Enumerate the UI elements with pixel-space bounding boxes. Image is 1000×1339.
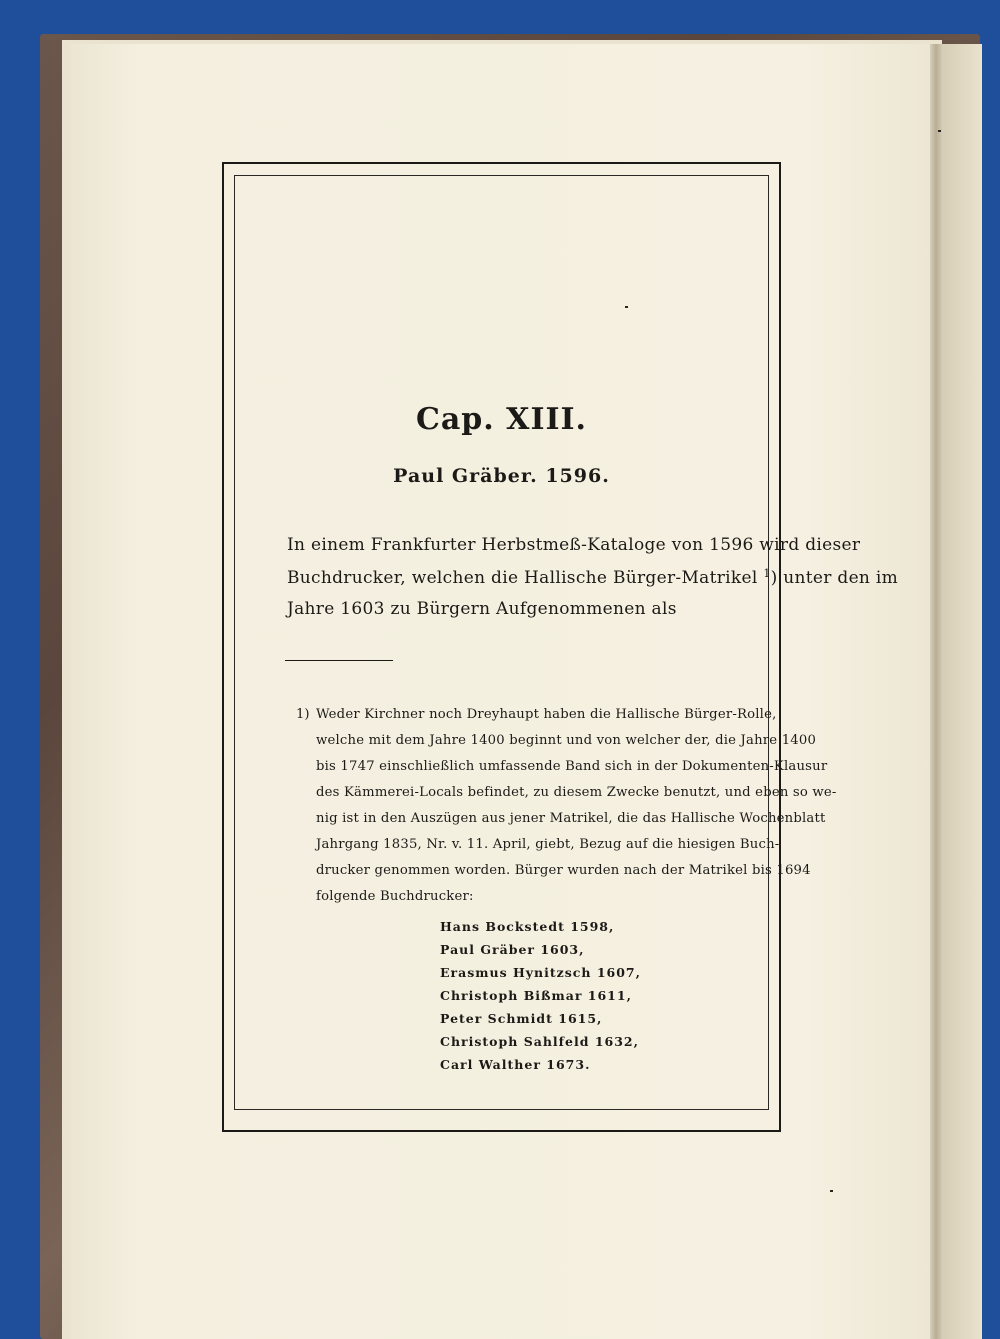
footnote-line: folgende Buchdrucker: xyxy=(316,889,474,904)
printer-list-item: Christoph Sahlfeld 1632, xyxy=(440,1034,639,1049)
body-line-2-tail: ) unter den im xyxy=(770,568,899,588)
footnote-reference: 1 xyxy=(763,567,771,580)
facing-page-edge xyxy=(942,44,982,1339)
body-line-1: In einem Frankfurter Herbstmeß-Kataloge von 1596 wird dieser xyxy=(287,535,861,555)
body-line-2 xyxy=(287,567,898,588)
printer-list-item: Carl Walther 1673. xyxy=(440,1057,591,1072)
chapter-title: Cap. XIII. xyxy=(415,402,587,437)
body-line-2-text: Buchdrucker, welchen die Hallische Bürger-Matrikel xyxy=(287,568,758,588)
footnote-line: nig ist in den Auszügen aus jener Matrikel, die das Hallische Wochenblatt xyxy=(316,811,826,826)
ink-speck xyxy=(830,1190,833,1192)
footnote-separator xyxy=(285,660,393,661)
chapter-subtitle: Paul Gräber. 1596. xyxy=(393,465,610,487)
footnote-line: Weder Kirchner noch Dreyhaupt haben die Hallische Bürger-Rolle, xyxy=(316,707,777,722)
footnote-line: des Kämmerei-Locals befindet, zu diesem Zwecke benutzt, und eben so we- xyxy=(316,785,837,800)
footnote-line: drucker genommen worden. Bürger wurden nach der Matrikel bis 1694 xyxy=(316,863,811,878)
ink-speck xyxy=(625,306,628,308)
footnote-line: welche mit dem Jahre 1400 beginnt und von welcher der, die Jahre 1400 xyxy=(316,733,817,748)
body-line-3: Jahre 1603 zu Bürgern Aufgenommenen als xyxy=(287,599,677,619)
printer-list-item: Christoph Bißmar 1611, xyxy=(440,988,632,1003)
printer-list-item: Paul Gräber 1603, xyxy=(440,942,585,957)
footnote-line: Jahrgang 1835, Nr. v. 11. April, giebt, Bezug auf die hiesigen Buch- xyxy=(316,837,780,852)
printer-list-item: Hans Bockstedt 1598, xyxy=(440,919,615,934)
footnote-line: bis 1747 einschließlich umfassende Band sich in der Dokumenten-Klausur xyxy=(316,759,828,774)
ink-speck xyxy=(938,130,941,132)
book-gutter xyxy=(930,44,942,1339)
printer-list-item: Erasmus Hynitzsch 1607, xyxy=(440,965,641,980)
footnote-marker: 1) xyxy=(296,707,310,722)
printer-list-item: Peter Schmidt 1615, xyxy=(440,1011,603,1026)
